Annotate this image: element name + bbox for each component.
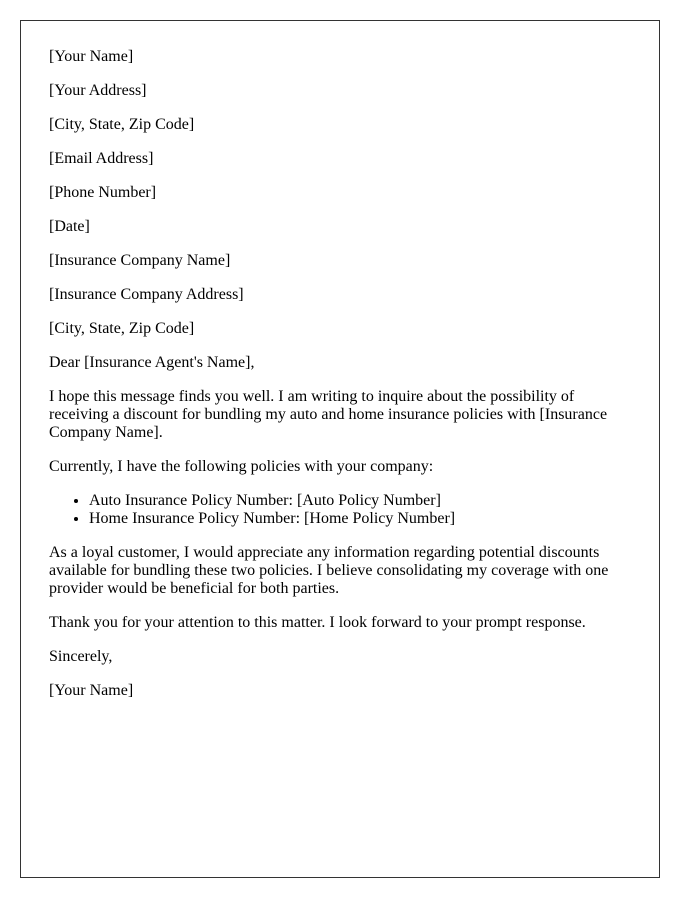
sender-city-state-zip: [City, State, Zip Code]	[49, 116, 195, 133]
letter-date: [Date]	[49, 218, 90, 235]
sender-address: [Your Address]	[49, 82, 147, 99]
policies-intro: Currently, I have the following policies with your company:	[49, 458, 434, 475]
letter-page	[20, 20, 660, 878]
policy-list	[49, 492, 631, 528]
request-paragraph: As a loyal customer, I would appreciate any information regarding potential discounts available for bundling these two policies. I believe consolidating my coverage with one provider would be beneficial for both parties.	[49, 544, 609, 597]
salutation: Dear [Insurance Agent's Name],	[49, 354, 255, 371]
sender-name: [Your Name]	[49, 48, 134, 65]
sender-phone: [Phone Number]	[49, 184, 157, 201]
recipient-city-state-zip: [City, State, Zip Code]	[49, 320, 195, 337]
policy-item-home: • Home Insurance Policy Number: [Home Policy Number]	[89, 510, 631, 528]
intro-paragraph: I hope this message finds you well. I am writing to inquire about the possibility of receiving a discount for bundling my auto and home insurance policies with [Insurance Company Name].	[49, 388, 608, 441]
closing: Sincerely,	[49, 648, 113, 665]
thanks-paragraph: Thank you for your attention to this matter. I look forward to your prompt response.	[49, 614, 586, 631]
signature: [Your Name]	[49, 682, 134, 699]
policy-item-auto: • Auto Insurance Policy Number: [Auto Policy Number]	[89, 492, 631, 510]
sender-email: [Email Address]	[49, 150, 154, 167]
recipient-company-name: [Insurance Company Name]	[49, 252, 231, 269]
recipient-company-address: [Insurance Company Address]	[49, 286, 244, 303]
